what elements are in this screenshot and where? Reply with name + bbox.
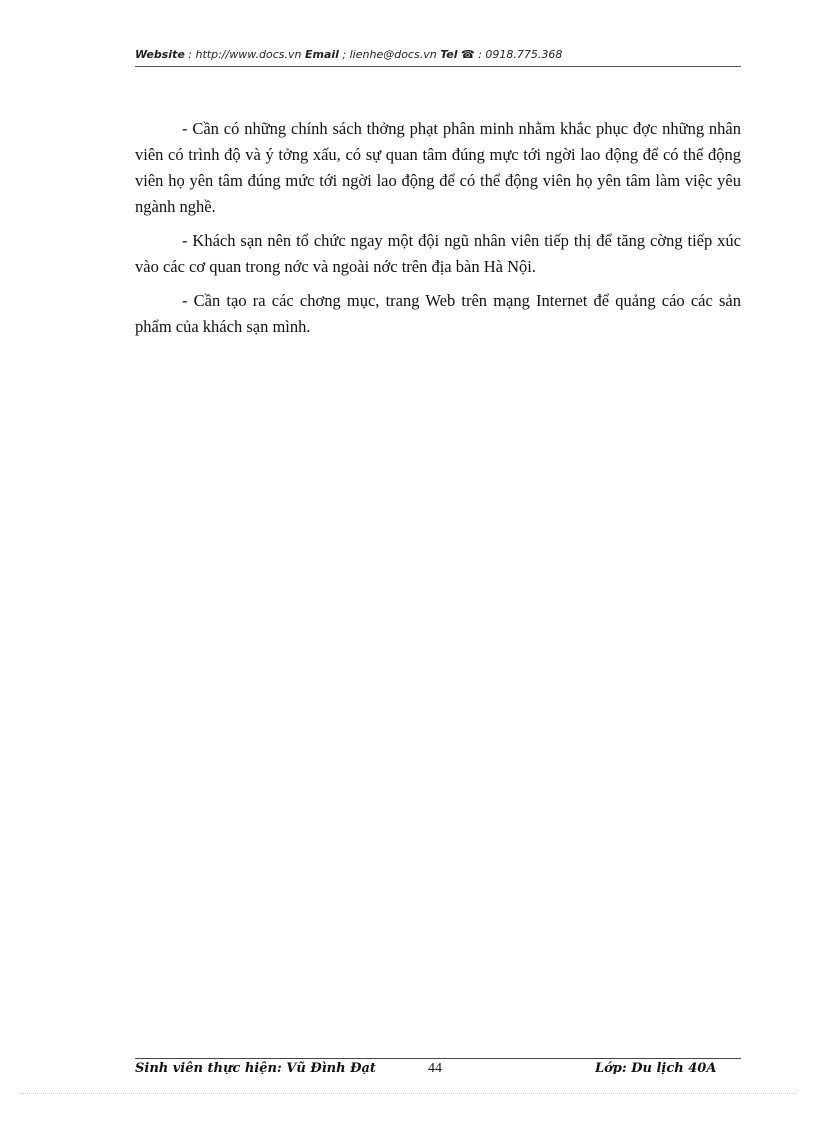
paragraph-policy: - Cần có những chính sách thởng phạt phân minh nhằm khắc phục đợc những nhân viên có trình độ và ý tởng xấu, có sự quan tâm đúng mực tới ngời lao động để có thể động viên họ yên tâm đúng mức tới ngời lao động để có thể động viên họ yên tâm làm việc yêu ngành nghề.: [135, 119, 741, 216]
paragraph-marketing-team: - Khách sạn nên tổ chức ngay một đội ngũ nhân viên tiếp thị để tăng cờng tiếp xúc vào các cơ quan trong nớc và ngoài nớc trên địa bàn Hà Nội.: [135, 231, 741, 276]
website-label: Website: [135, 48, 185, 61]
email-label: Email: [304, 48, 339, 61]
header-divider: [135, 66, 741, 67]
page-bottom-edge: [20, 1093, 796, 1094]
footer-student-name: Sinh viên thực hiện: Vũ Đình Đạt: [135, 1061, 376, 1074]
email-address: ; lienhe@docs.vn: [338, 48, 441, 61]
tel-label: Tel: [440, 48, 458, 61]
website-url: : http://www.docs.vn: [184, 48, 305, 61]
document-body: [135, 116, 741, 348]
phone-icon: ☎: [461, 48, 475, 61]
page-header: [135, 48, 741, 61]
tel-number: : 0918.775.368: [474, 48, 563, 61]
paragraph-web-pages: - Cần tạo ra các chơng mục, trang Web trên mạng Internet để quảng cáo các sản phẩm của khách sạn mình.: [135, 291, 741, 336]
footer-class: Lớp: Du lịch 40A: [595, 1061, 717, 1074]
footer-divider: [135, 1058, 741, 1059]
page-number: 44: [428, 1061, 442, 1076]
